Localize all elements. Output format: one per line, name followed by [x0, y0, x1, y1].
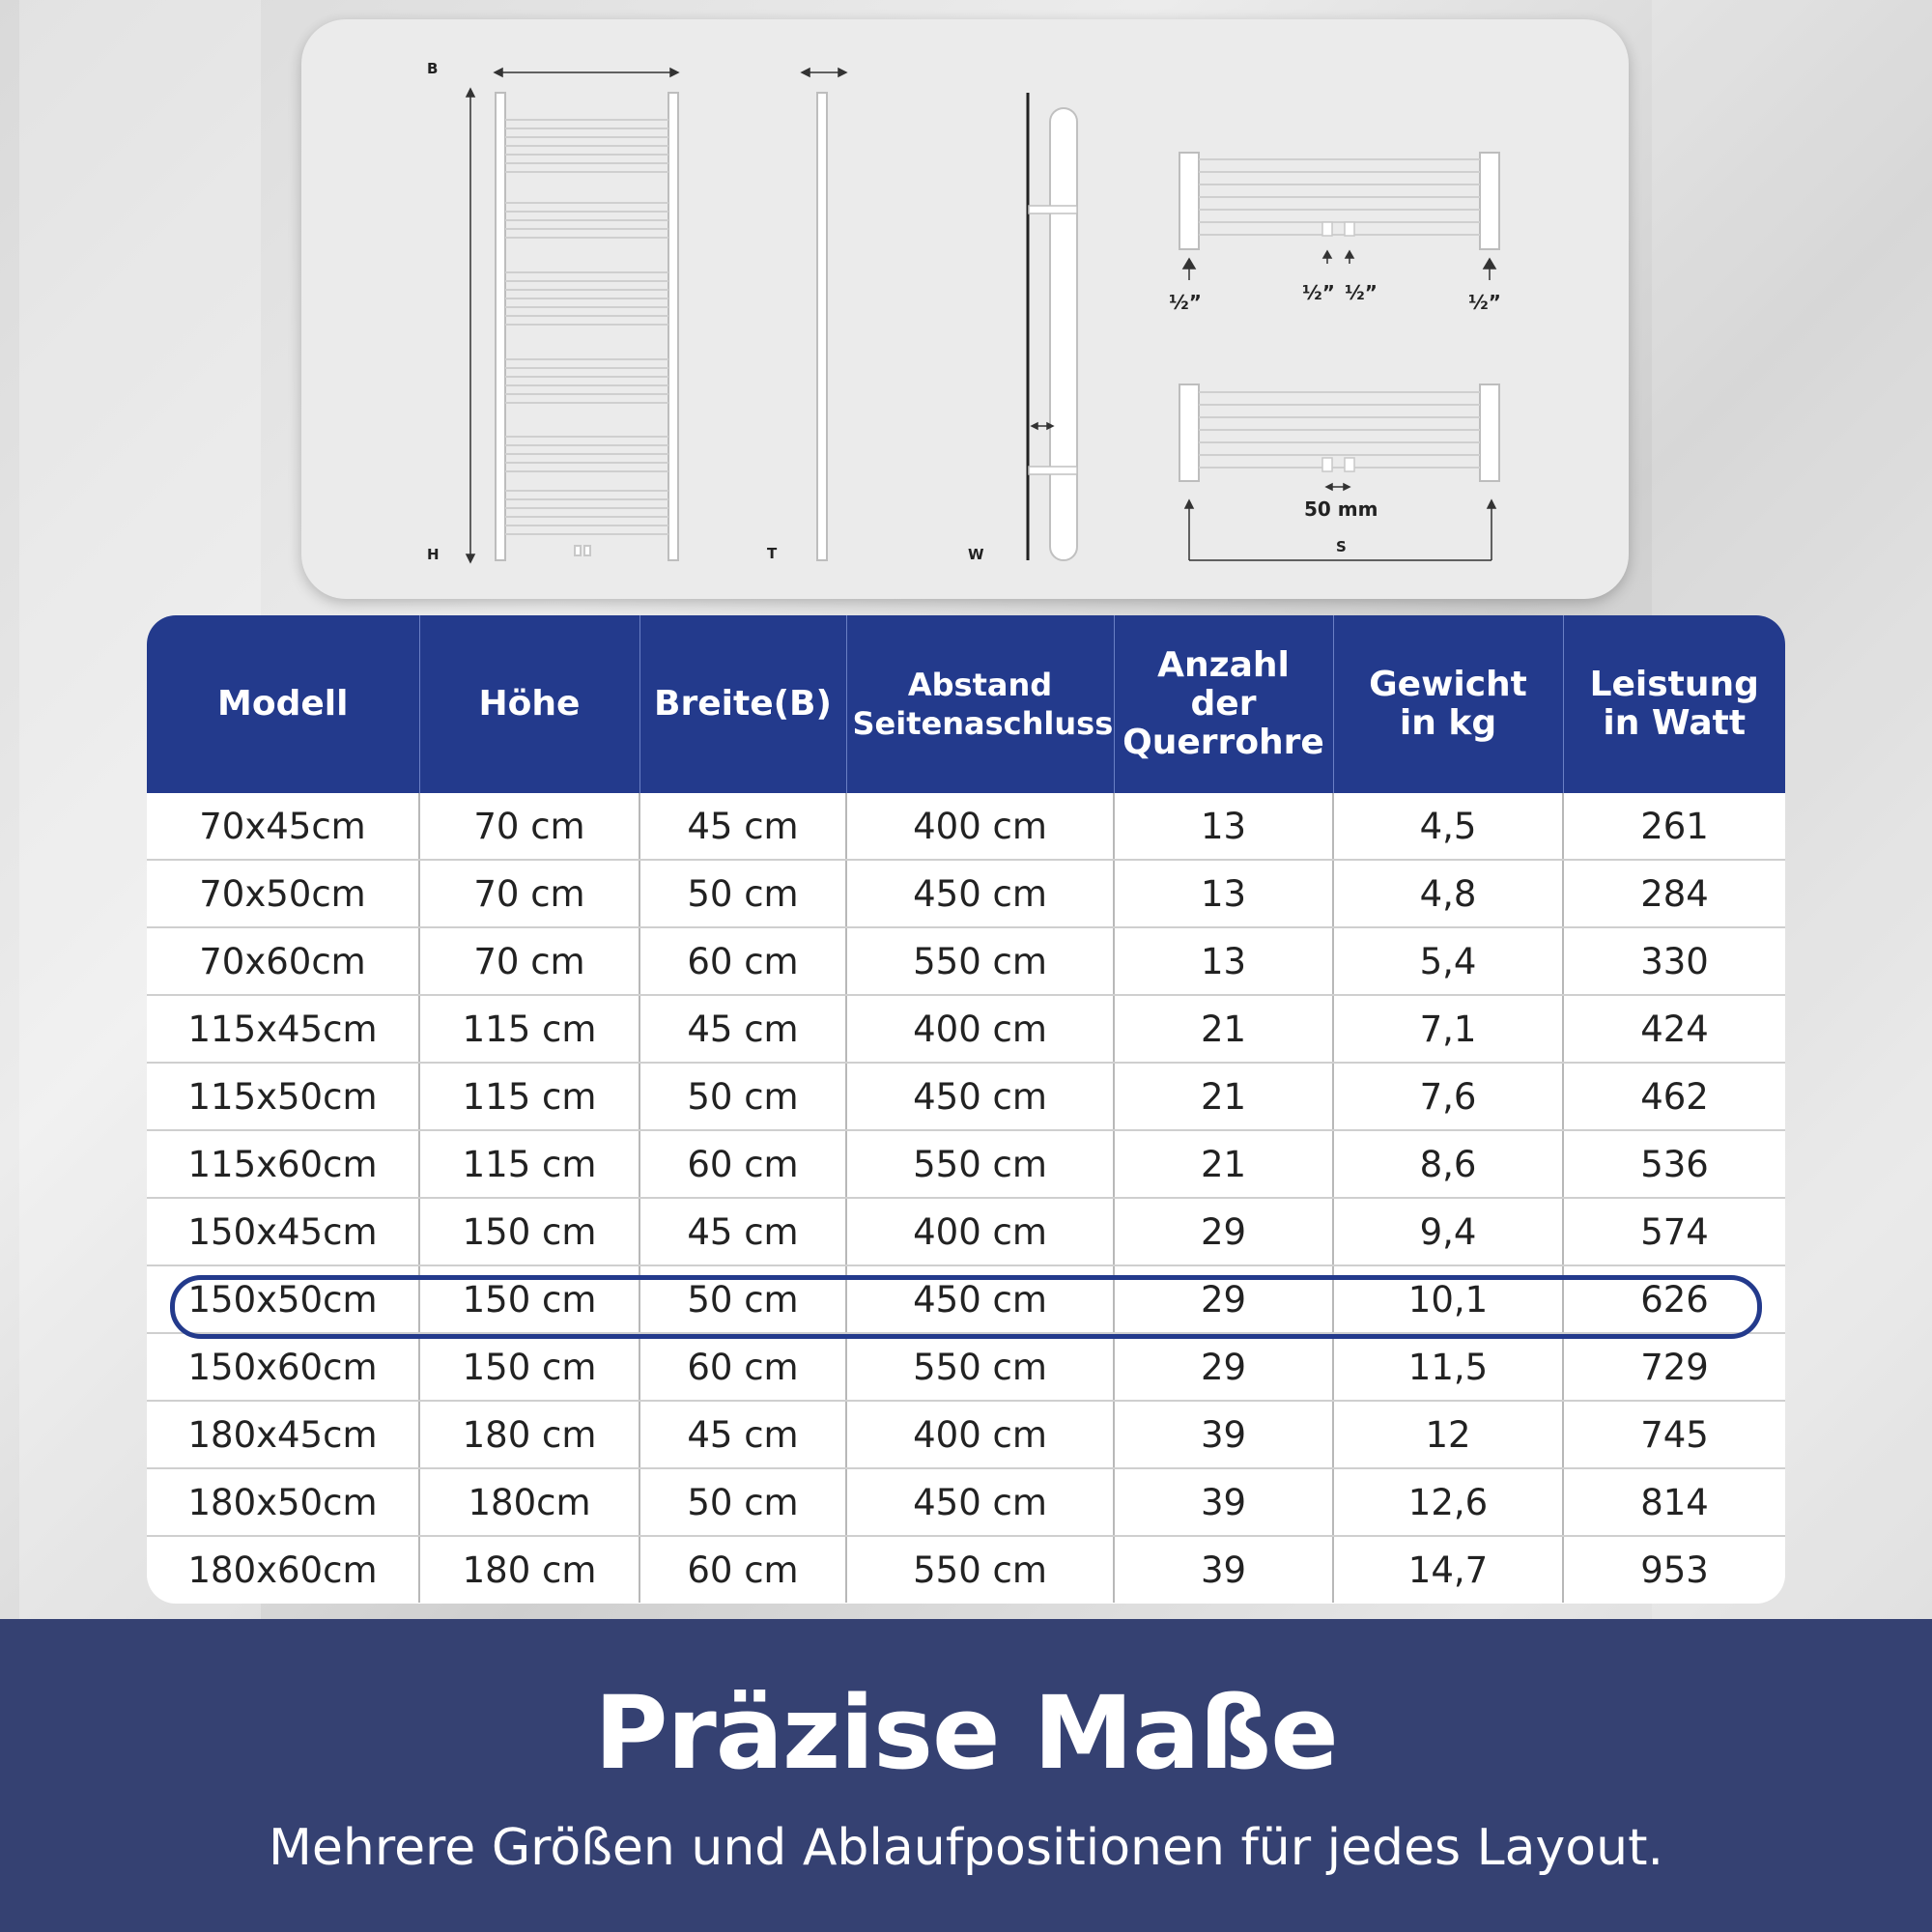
radiator-rungs — [505, 120, 668, 534]
table-row — [147, 1333, 1785, 1401]
table-cell: 70x45cm — [147, 793, 419, 860]
table-cell: 60 cm — [639, 1333, 846, 1401]
dimension-diagram-panel — [301, 19, 1629, 599]
table-cell: 70x50cm — [147, 860, 419, 927]
column-header-line: Höhe — [478, 684, 581, 724]
table-cell: 60 cm — [639, 1130, 846, 1198]
column-header — [1114, 615, 1333, 793]
table-cell: 45 cm — [639, 1198, 846, 1265]
table-cell: 45 cm — [639, 1401, 846, 1468]
table-cell: 450 cm — [846, 1063, 1114, 1130]
column-header-line: Abstand — [907, 667, 1053, 703]
table-cell: 150x45cm — [147, 1198, 419, 1265]
table-cell: 745 — [1563, 1401, 1785, 1468]
height-arrow — [467, 89, 474, 562]
table-row-highlighted — [147, 1265, 1785, 1333]
table-cell: 424 — [1563, 995, 1785, 1063]
table-cell: 21 — [1114, 1130, 1333, 1198]
table-row — [147, 927, 1785, 995]
table-cell: 550 cm — [846, 927, 1114, 995]
table-cell: 39 — [1114, 1401, 1333, 1468]
table-cell: 550 cm — [846, 1130, 1114, 1198]
banner-subtitle: Mehrere Größen und Ablaufpositionen für jedes Layout. — [269, 1819, 1663, 1877]
table-cell: 12,6 — [1333, 1468, 1563, 1536]
table-cell: 150 cm — [419, 1265, 639, 1333]
table-cell: 5,4 — [1333, 927, 1563, 995]
table-cell: 450 cm — [846, 1265, 1114, 1333]
label-half-inch-center-right: ½” — [1345, 281, 1378, 304]
wall-mount-view — [1028, 93, 1077, 560]
table-row — [147, 1130, 1785, 1198]
table-cell: 39 — [1114, 1536, 1333, 1603]
table-cell: 115 cm — [419, 995, 639, 1063]
table-cell: 11,5 — [1333, 1333, 1563, 1401]
table-header-row — [147, 615, 1785, 793]
table-cell: 550 cm — [846, 1333, 1114, 1401]
table-cell: 70 cm — [419, 927, 639, 995]
table-cell: 180x45cm — [147, 1401, 419, 1468]
column-header — [1333, 615, 1563, 793]
table-cell: 10,1 — [1333, 1265, 1563, 1333]
table-row — [147, 1536, 1785, 1603]
table-cell: 39 — [1114, 1468, 1333, 1536]
table-cell: 400 cm — [846, 1401, 1114, 1468]
table-cell: 50 cm — [639, 1063, 846, 1130]
label-half-inch-left: ½” — [1169, 291, 1202, 314]
table-cell: 13 — [1114, 927, 1333, 995]
table-cell: 729 — [1563, 1333, 1785, 1401]
column-header — [147, 615, 419, 793]
table-cell: 400 cm — [846, 995, 1114, 1063]
table-row — [147, 793, 1785, 860]
radiator-side-view — [802, 69, 846, 560]
column-header-line: in kg — [1399, 703, 1497, 743]
table-row — [147, 1468, 1785, 1536]
column-header-line: Anzahl der — [1157, 645, 1290, 724]
table-cell: 180cm — [419, 1468, 639, 1536]
table-cell: 261 — [1563, 793, 1785, 860]
table-cell: 400 cm — [846, 1198, 1114, 1265]
table-cell: 21 — [1114, 1063, 1333, 1130]
table-row — [147, 995, 1785, 1063]
table-cell: 70 cm — [419, 860, 639, 927]
table-cell: 21 — [1114, 995, 1333, 1063]
table-cell: 7,6 — [1333, 1063, 1563, 1130]
table-cell: 13 — [1114, 860, 1333, 927]
label-b: B — [427, 60, 439, 77]
size-table — [147, 615, 1785, 1603]
table-cell: 45 cm — [639, 793, 846, 860]
table-cell: 4,8 — [1333, 860, 1563, 927]
table-cell: 400 cm — [846, 793, 1114, 860]
column-header-line: Breite(B) — [654, 684, 832, 724]
table-cell: 550 cm — [846, 1536, 1114, 1603]
table-cell: 60 cm — [639, 1536, 846, 1603]
table-cell: 150x60cm — [147, 1333, 419, 1401]
table-cell: 450 cm — [846, 860, 1114, 927]
banner-title: Präzise Maße — [594, 1674, 1338, 1792]
table-cell: 330 — [1563, 927, 1785, 995]
connection-view-side — [1179, 153, 1499, 280]
table-cell: 150x50cm — [147, 1265, 419, 1333]
table-row — [147, 860, 1785, 927]
table-cell: 70x60cm — [147, 927, 419, 995]
column-header-line: Querrohre — [1122, 723, 1324, 762]
table-cell: 536 — [1563, 1130, 1785, 1198]
size-table-card — [147, 615, 1785, 1604]
table-cell: 150 cm — [419, 1333, 639, 1401]
radiator-valves — [575, 546, 590, 555]
table-cell: 115x50cm — [147, 1063, 419, 1130]
table-row — [147, 1198, 1785, 1265]
table-cell: 29 — [1114, 1265, 1333, 1333]
table-cell: 45 cm — [639, 995, 846, 1063]
table-cell: 115x60cm — [147, 1130, 419, 1198]
table-cell: 7,1 — [1333, 995, 1563, 1063]
table-cell: 8,6 — [1333, 1130, 1563, 1198]
table-cell: 180 cm — [419, 1401, 639, 1468]
table-cell: 9,4 — [1333, 1198, 1563, 1265]
column-header-line: Leistung — [1589, 665, 1759, 704]
table-cell: 29 — [1114, 1333, 1333, 1401]
table-cell: 13 — [1114, 793, 1333, 860]
column-header-line: in Watt — [1603, 703, 1747, 743]
table-cell: 450 cm — [846, 1468, 1114, 1536]
table-cell: 12 — [1333, 1401, 1563, 1468]
label-half-inch-right: ½” — [1468, 291, 1501, 314]
table-cell: 180x60cm — [147, 1536, 419, 1603]
label-s: S — [1336, 538, 1347, 555]
table-cell: 50 cm — [639, 1265, 846, 1333]
table-row — [147, 1063, 1785, 1130]
table-row — [147, 1401, 1785, 1468]
table-cell: 284 — [1563, 860, 1785, 927]
table-cell: 626 — [1563, 1265, 1785, 1333]
table-cell: 953 — [1640, 1548, 1709, 1591]
table-cell: 70 cm — [419, 793, 639, 860]
table-cell: 50 cm — [639, 1468, 846, 1536]
column-header — [1563, 615, 1785, 793]
dimension-diagram — [301, 19, 1629, 599]
column-header — [639, 615, 846, 793]
width-arrow — [495, 69, 678, 76]
table-cell: 180x50cm — [147, 1468, 419, 1536]
table-cell: 29 — [1114, 1198, 1333, 1265]
table-body — [147, 793, 1785, 1603]
table-cell: 60 cm — [639, 927, 846, 995]
column-header-line: Gewicht — [1369, 665, 1527, 704]
column-header-line: Seitenaschluss — [852, 705, 1114, 742]
column-header — [419, 615, 639, 793]
column-header-line: Modell — [217, 684, 349, 724]
label-h: H — [427, 546, 440, 563]
table-cell: 814 — [1563, 1468, 1785, 1536]
table-cell: 50 cm — [639, 860, 846, 927]
bottom-banner — [0, 1619, 1932, 1932]
table-cell: 462 — [1563, 1063, 1785, 1130]
table-cell: 115x45cm — [147, 995, 419, 1063]
table-cell: 150 cm — [419, 1198, 639, 1265]
table-cell: 115 cm — [419, 1063, 639, 1130]
connection-view-center — [1179, 384, 1499, 560]
label-50mm: 50 mm — [1304, 497, 1378, 521]
label-t: T — [767, 545, 778, 562]
table-cell: 4,5 — [1333, 793, 1563, 860]
table-cell: 115 cm — [419, 1130, 639, 1198]
column-header — [846, 615, 1114, 793]
table-cell: 14,7 — [1333, 1536, 1563, 1603]
table-cell: 180 cm — [419, 1536, 639, 1603]
label-w: W — [968, 546, 984, 563]
table-cell: 574 — [1563, 1198, 1785, 1265]
label-half-inch-center-left: ½” — [1302, 281, 1335, 304]
